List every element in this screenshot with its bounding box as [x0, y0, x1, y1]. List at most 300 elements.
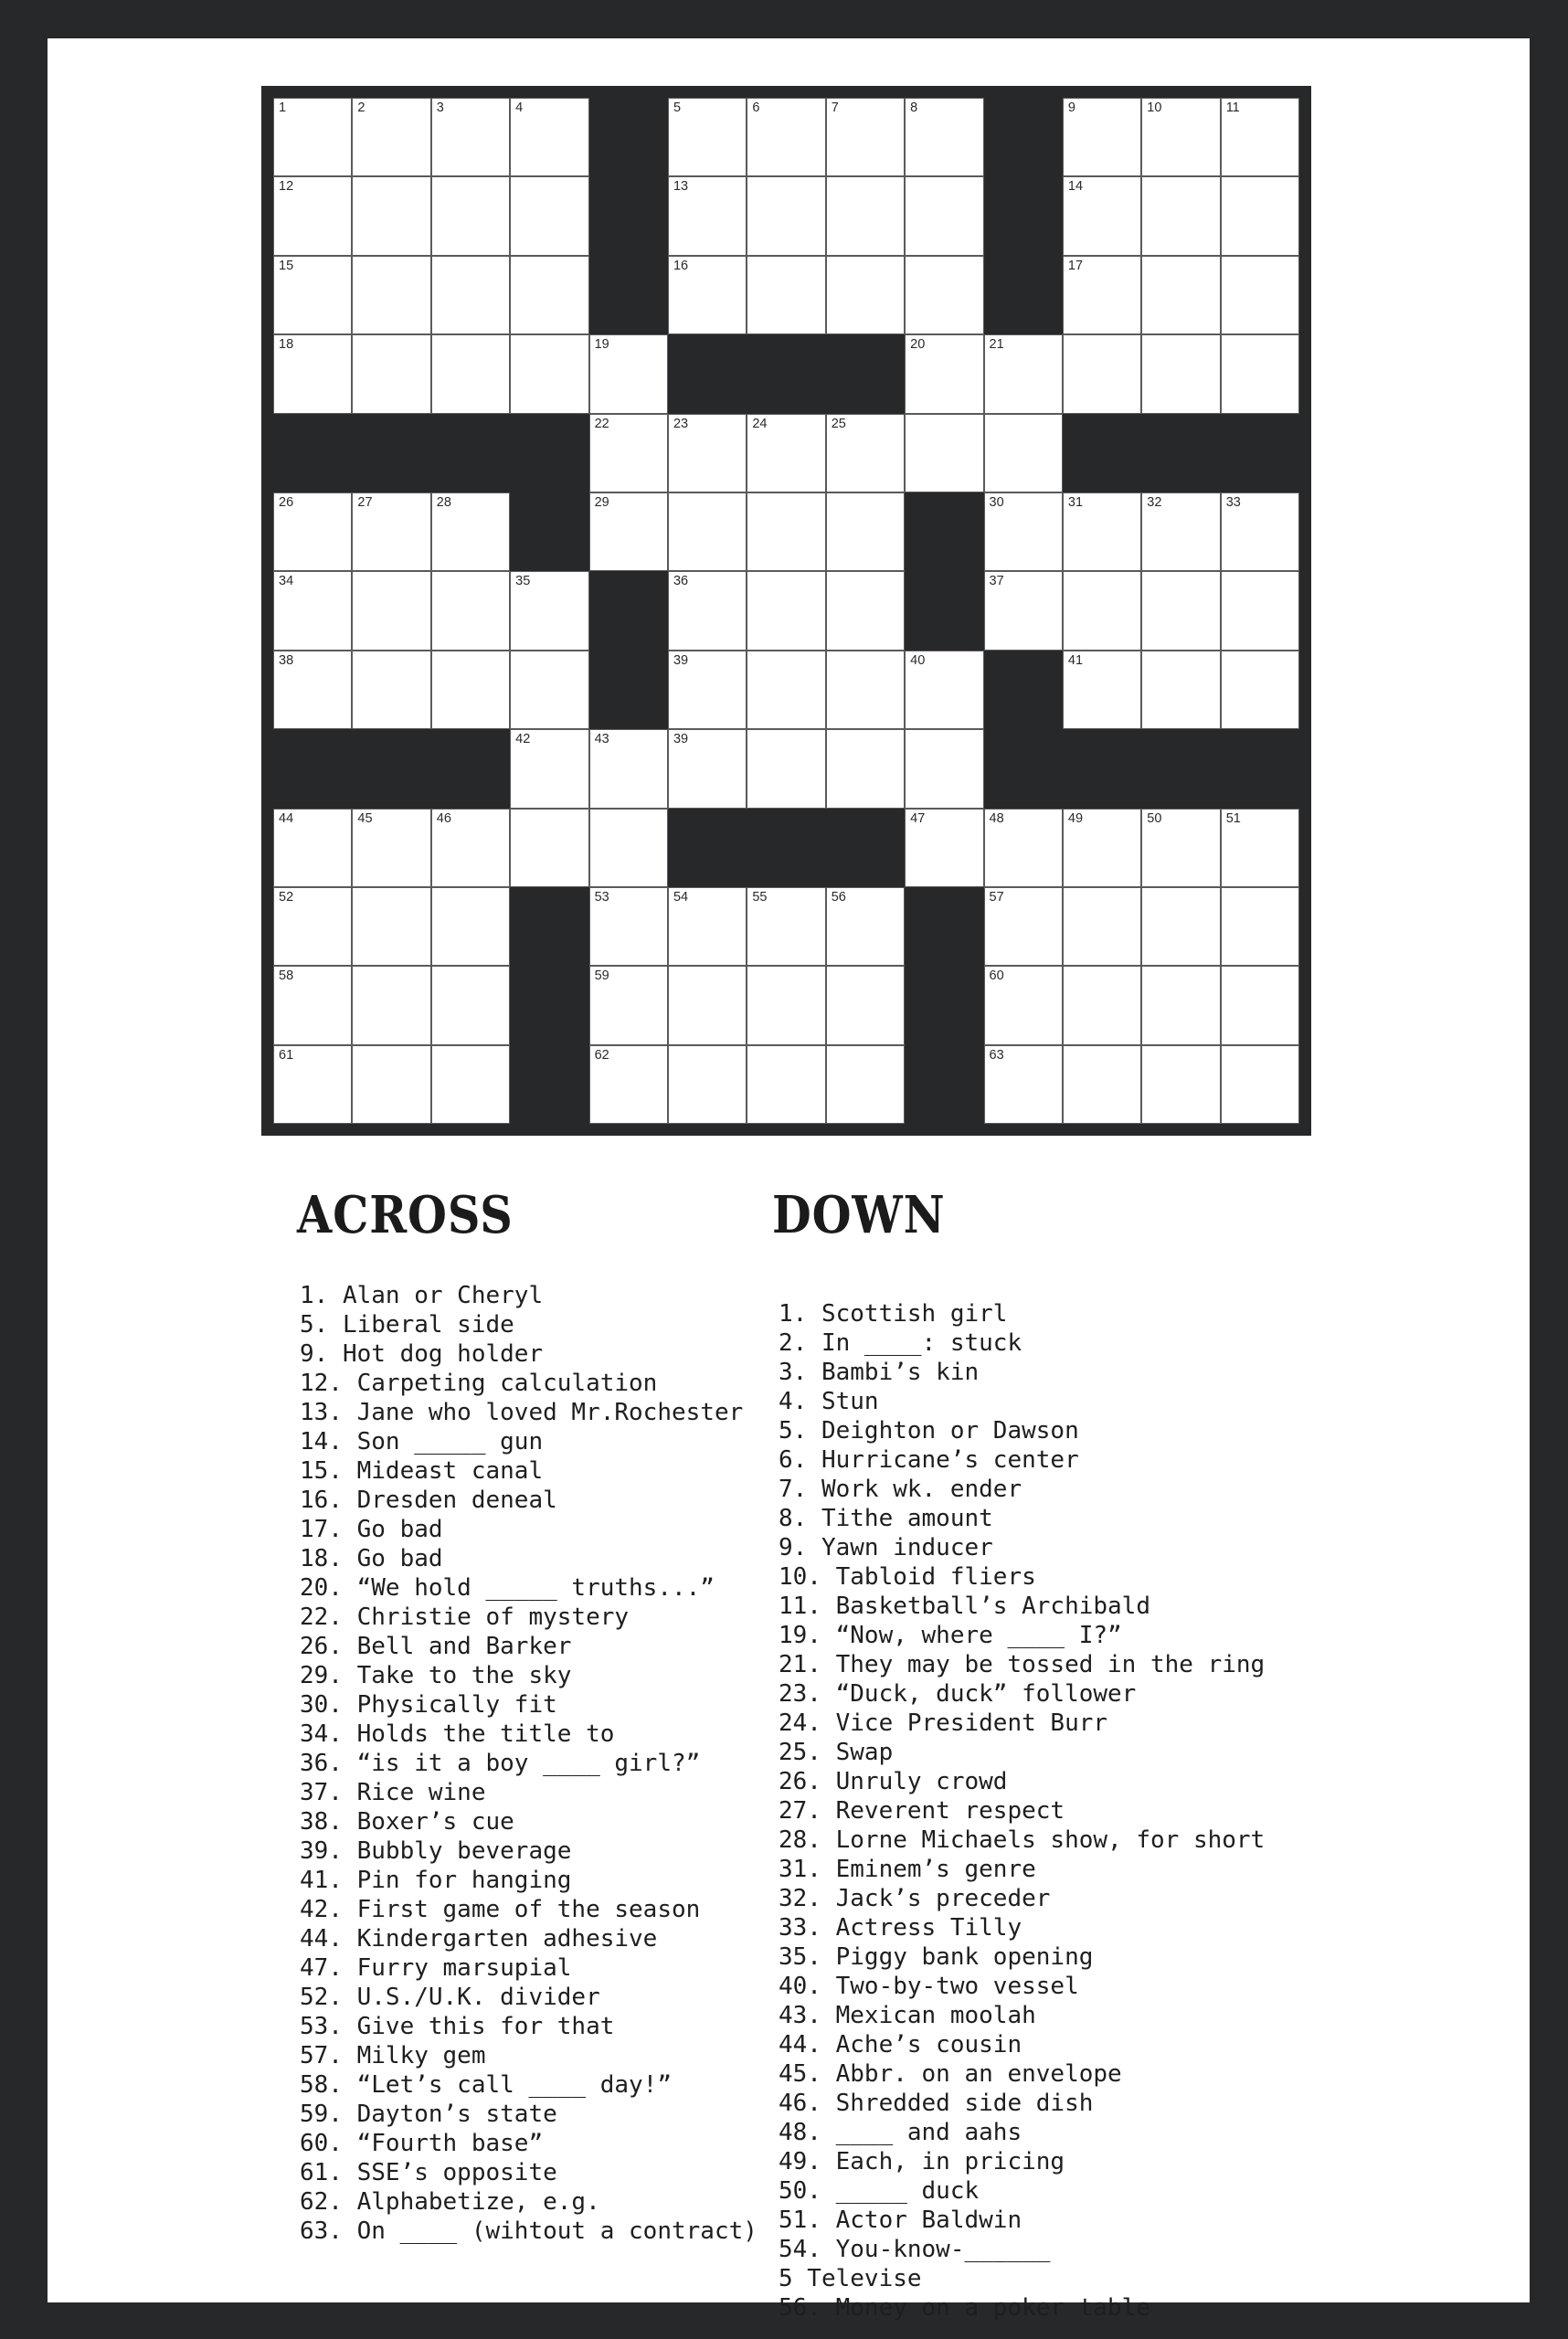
down-clue: 3. Bambi’s kin	[779, 1359, 980, 1386]
down-clue: 8. Tithe amount	[779, 1505, 993, 1532]
down-clue: 50. _____ duck	[779, 2177, 980, 2205]
black-cell	[589, 571, 668, 650]
cell-number: 28	[436, 494, 451, 510]
white-cell[interactable]	[352, 98, 430, 176]
cell-number: 27	[357, 494, 373, 510]
white-cell[interactable]	[747, 1045, 825, 1124]
white-cell[interactable]	[431, 966, 510, 1044]
down-clue: 11. Basketball’s Archibald	[779, 1593, 1150, 1620]
white-cell[interactable]	[1141, 176, 1220, 255]
down-clue: 7. Work wk. ender	[779, 1476, 1022, 1503]
white-cell[interactable]	[1141, 334, 1220, 413]
white-cell[interactable]	[1063, 98, 1141, 176]
white-cell[interactable]	[747, 571, 825, 650]
white-cell[interactable]	[1221, 651, 1299, 729]
across-clue: 5. Liberal side	[300, 1311, 514, 1339]
cell-number: 21	[989, 337, 1004, 353]
cell-number: 22	[594, 416, 609, 431]
black-cell	[905, 887, 983, 966]
white-cell[interactable]	[747, 414, 825, 492]
cell-number: 9	[1067, 101, 1075, 115]
black-cell	[1141, 414, 1220, 492]
white-cell[interactable]	[905, 729, 983, 808]
white-cell[interactable]	[1221, 98, 1299, 176]
cell-number: 50	[1147, 810, 1162, 826]
cell-number: 26	[279, 494, 294, 510]
black-cell	[510, 414, 588, 492]
white-cell[interactable]	[826, 571, 905, 650]
white-cell[interactable]	[905, 414, 983, 492]
white-cell[interactable]	[1221, 256, 1299, 334]
white-cell[interactable]	[984, 887, 1063, 966]
black-cell	[1221, 729, 1299, 808]
white-cell[interactable]	[1141, 809, 1220, 887]
white-cell[interactable]	[1063, 809, 1141, 887]
down-clue-list	[779, 1299, 1265, 2323]
white-cell[interactable]	[1141, 571, 1220, 650]
white-cell[interactable]	[984, 966, 1063, 1044]
black-cell	[431, 729, 510, 808]
across-clue: 17. Go bad	[300, 1516, 443, 1543]
cell-number: 62	[594, 1047, 609, 1063]
white-cell[interactable]	[905, 809, 983, 887]
cell-number: 23	[673, 416, 689, 431]
down-clue: 5. Deighton or Dawson	[779, 1417, 1079, 1445]
white-cell[interactable]	[905, 98, 983, 176]
cell-number: 43	[594, 732, 609, 747]
cell-number: 6	[752, 101, 760, 115]
down-clue: 19. “Now, where ____ I?”	[779, 1622, 1122, 1649]
across-clue: 41. Pin for hanging	[300, 1867, 572, 1894]
white-cell[interactable]	[747, 966, 825, 1044]
cell-number: 25	[831, 416, 846, 431]
down-clue: 32. Jack’s preceder	[779, 1885, 1051, 1912]
down-clue: 51. Actor Baldwin	[779, 2207, 1022, 2234]
white-cell[interactable]	[668, 176, 747, 255]
black-cell	[668, 809, 747, 887]
cell-number: 12	[279, 179, 294, 195]
white-cell[interactable]	[273, 492, 352, 571]
black-cell	[1063, 414, 1141, 492]
cell-number: 13	[673, 179, 689, 195]
white-cell[interactable]	[273, 571, 352, 650]
across-clue: 38. Boxer’s cue	[300, 1808, 514, 1836]
cell-number: 49	[1067, 810, 1084, 826]
white-cell[interactable]	[826, 1045, 905, 1124]
white-cell[interactable]	[431, 256, 510, 334]
white-cell[interactable]	[747, 729, 825, 808]
down-clue: 6. Hurricane’s center	[779, 1446, 1079, 1474]
across-clue: 1. Alan or Cheryl	[300, 1282, 544, 1309]
white-cell[interactable]	[589, 1045, 668, 1124]
white-cell[interactable]	[668, 887, 747, 966]
across-clue: 61. SSE’s opposite	[300, 2159, 557, 2186]
across-clue: 47. Furry marsupial	[300, 1954, 572, 1982]
white-cell[interactable]	[905, 651, 983, 729]
black-cell	[984, 176, 1063, 255]
cell-number: 55	[752, 889, 768, 905]
down-clue: 9. Yawn inducer	[779, 1534, 993, 1561]
down-clue: 25. Swap	[779, 1739, 894, 1766]
cell-number: 8	[910, 101, 918, 115]
white-cell[interactable]	[747, 176, 825, 255]
cell-number: 61	[279, 1047, 294, 1063]
white-cell[interactable]	[984, 571, 1063, 650]
cell-number: 41	[1067, 652, 1084, 668]
white-cell[interactable]	[431, 1045, 510, 1124]
cell-number: 35	[515, 574, 531, 589]
down-clue: 28. Lorne Michaels show, for short	[779, 1826, 1266, 1854]
across-clue: 9. Hot dog holder	[300, 1340, 544, 1368]
white-cell[interactable]	[510, 256, 588, 334]
cell-number: 51	[1225, 810, 1241, 826]
white-cell[interactable]	[826, 414, 905, 492]
cell-number: 47	[910, 810, 926, 826]
white-cell[interactable]	[431, 651, 510, 729]
down-clue: 33. Actress Tilly	[779, 1914, 1022, 1942]
cell-number: 3	[436, 101, 444, 115]
across-clue: 22. Christie of mystery	[300, 1603, 630, 1631]
white-cell[interactable]	[1141, 1045, 1220, 1124]
white-cell[interactable]	[510, 334, 588, 413]
white-cell[interactable]	[826, 176, 905, 255]
white-cell[interactable]	[668, 729, 747, 808]
down-clue: 40. Two-by-two vessel	[779, 1973, 1079, 2000]
black-cell	[905, 966, 983, 1044]
cell-number: 45	[357, 810, 373, 826]
down-clue: 56. Money on a poker table	[779, 2294, 1150, 2322]
down-clue: 24. Vice President Burr	[779, 1709, 1108, 1737]
white-cell[interactable]	[273, 887, 352, 966]
across-clue: 13. Jane who loved Mr.Rochester	[300, 1399, 744, 1426]
white-cell[interactable]	[352, 176, 430, 255]
down-clue: 49. Each, in pricing	[779, 2148, 1065, 2175]
white-cell[interactable]	[747, 256, 825, 334]
crossword-grid	[261, 86, 1311, 1136]
white-cell[interactable]	[589, 729, 668, 808]
white-cell[interactable]	[1063, 176, 1141, 255]
white-cell[interactable]	[668, 492, 747, 571]
across-heading: ACROSS	[297, 1185, 514, 1245]
black-cell	[747, 809, 825, 887]
white-cell[interactable]	[431, 887, 510, 966]
cell-number: 39	[673, 652, 689, 668]
black-cell	[273, 729, 352, 808]
cell-number: 52	[279, 889, 294, 905]
cell-number: 16	[673, 258, 689, 273]
white-cell[interactable]	[1063, 887, 1141, 966]
white-cell[interactable]	[510, 809, 588, 887]
down-clue: 23. “Duck, duck” follower	[779, 1680, 1137, 1708]
across-clue: 59. Dayton’s state	[300, 2101, 557, 2128]
cell-number: 54	[673, 889, 689, 905]
white-cell[interactable]	[668, 966, 747, 1044]
down-clue: 54. You-know-______	[779, 2236, 1051, 2263]
white-cell[interactable]	[984, 809, 1063, 887]
across-clue: 53. Give this for that	[300, 2013, 615, 2040]
cell-number: 5	[673, 101, 682, 115]
cell-number: 2	[357, 101, 366, 115]
white-cell[interactable]	[1221, 966, 1299, 1044]
across-clue: 29. Take to the sky	[300, 1662, 572, 1689]
white-cell[interactable]	[826, 492, 905, 571]
white-cell[interactable]	[1063, 334, 1141, 413]
white-cell[interactable]	[826, 966, 905, 1044]
down-clue: 26. Unruly crowd	[779, 1768, 1008, 1795]
white-cell[interactable]	[1221, 809, 1299, 887]
down-clue: 48. ____ and aahs	[779, 2119, 1022, 2146]
white-cell[interactable]	[352, 651, 430, 729]
white-cell[interactable]	[431, 176, 510, 255]
across-clue: 26. Bell and Barker	[300, 1633, 572, 1660]
cell-number: 30	[989, 494, 1004, 510]
across-clue: 30. Physically fit	[300, 1691, 557, 1719]
cell-number: 53	[594, 889, 609, 905]
cell-number: 1	[279, 101, 287, 115]
black-cell	[984, 651, 1063, 729]
cell-number: 57	[989, 889, 1004, 905]
white-cell[interactable]	[431, 98, 510, 176]
white-cell[interactable]	[668, 98, 747, 176]
cell-number: 31	[1067, 494, 1084, 510]
black-cell	[510, 1045, 588, 1124]
across-clue: 18. Go bad	[300, 1545, 443, 1572]
down-clue: 27. Reverent respect	[779, 1797, 1065, 1825]
across-clue: 34. Holds the title to	[300, 1720, 615, 1748]
across-clue: 44. Kindergarten adhesive	[300, 1925, 658, 1953]
down-clue: 43. Mexican moolah	[779, 2002, 1036, 2029]
black-cell	[826, 809, 905, 887]
white-cell[interactable]	[352, 334, 430, 413]
white-cell[interactable]	[1063, 966, 1141, 1044]
white-cell[interactable]	[510, 571, 588, 650]
white-cell[interactable]	[273, 98, 352, 176]
cell-number: 58	[279, 968, 294, 984]
cell-number: 40	[910, 652, 926, 668]
white-cell[interactable]	[747, 492, 825, 571]
black-cell	[510, 966, 588, 1044]
cell-number: 37	[989, 574, 1004, 589]
white-cell[interactable]	[431, 492, 510, 571]
white-cell[interactable]	[668, 256, 747, 334]
black-cell	[668, 334, 747, 413]
cell-number: 39	[673, 732, 689, 747]
white-cell[interactable]	[352, 966, 430, 1044]
cell-number: 29	[594, 494, 609, 510]
black-cell	[431, 414, 510, 492]
across-clue: 63. On ____ (wihtout a contract)	[300, 2217, 758, 2245]
white-cell[interactable]	[273, 809, 352, 887]
down-clue: 1. Scottish girl	[779, 1300, 1008, 1328]
cell-number: 36	[673, 574, 689, 589]
white-cell[interactable]	[1141, 651, 1220, 729]
across-clue: 62. Alphabetize, e.g.	[300, 2188, 600, 2216]
across-clue: 60. “Fourth base”	[300, 2130, 544, 2157]
white-cell[interactable]	[984, 414, 1063, 492]
white-cell[interactable]	[273, 334, 352, 413]
white-cell[interactable]	[1141, 256, 1220, 334]
white-cell[interactable]	[589, 966, 668, 1044]
white-cell[interactable]	[352, 809, 430, 887]
white-cell[interactable]	[1221, 1045, 1299, 1124]
white-cell[interactable]	[589, 414, 668, 492]
white-cell[interactable]	[589, 887, 668, 966]
cell-number: 48	[989, 810, 1004, 826]
white-cell[interactable]	[826, 98, 905, 176]
across-clue: 36. “is it a boy ____ girl?”	[300, 1750, 701, 1777]
cell-number: 17	[1067, 258, 1084, 273]
white-cell[interactable]	[431, 334, 510, 413]
white-cell[interactable]	[1141, 492, 1220, 571]
down-clue: 46. Shredded side dish	[779, 2090, 1094, 2117]
white-cell[interactable]	[352, 256, 430, 334]
cell-number: 20	[910, 337, 926, 353]
white-cell[interactable]	[510, 729, 588, 808]
down-heading: DOWN	[772, 1185, 946, 1245]
down-clue: 31. Eminem’s genre	[779, 1856, 1036, 1883]
down-clue: 44. Ache’s cousin	[779, 2031, 1022, 2059]
across-clue: 12. Carpeting calculation	[300, 1370, 658, 1397]
white-cell[interactable]	[1063, 651, 1141, 729]
across-clue: 15. Mideast canal	[300, 1457, 544, 1485]
down-clue: 5 Televise	[779, 2265, 922, 2292]
black-cell	[984, 729, 1063, 808]
cell-number: 60	[989, 968, 1004, 984]
cell-number: 63	[989, 1047, 1004, 1063]
white-cell[interactable]	[352, 887, 430, 966]
black-cell	[747, 334, 825, 413]
white-cell[interactable]	[984, 492, 1063, 571]
across-clue: 16. Dresden deneal	[300, 1487, 557, 1514]
cell-number: 44	[279, 810, 294, 826]
black-cell	[352, 414, 430, 492]
white-cell[interactable]	[826, 651, 905, 729]
cell-number: 14	[1067, 179, 1084, 195]
white-cell[interactable]	[1221, 887, 1299, 966]
white-cell[interactable]	[431, 571, 510, 650]
white-cell[interactable]	[984, 1045, 1063, 1124]
white-cell[interactable]	[905, 176, 983, 255]
down-clue: 10. Tabloid fliers	[779, 1563, 1036, 1591]
across-clue-list	[300, 1281, 758, 2246]
white-cell[interactable]	[747, 651, 825, 729]
cell-number: 59	[594, 968, 609, 984]
white-cell[interactable]	[1221, 571, 1299, 650]
white-cell[interactable]	[273, 651, 352, 729]
black-cell	[273, 414, 352, 492]
black-cell	[1063, 729, 1141, 808]
cell-number: 11	[1225, 101, 1240, 115]
black-cell	[589, 651, 668, 729]
white-cell[interactable]	[1141, 887, 1220, 966]
black-cell	[1141, 729, 1220, 808]
white-cell[interactable]	[1221, 492, 1299, 571]
cell-number: 56	[831, 889, 846, 905]
white-cell[interactable]	[510, 176, 588, 255]
white-cell[interactable]	[668, 1045, 747, 1124]
across-clue: 42. First game of the season	[300, 1896, 701, 1923]
white-cell[interactable]	[668, 651, 747, 729]
cell-number: 46	[436, 810, 451, 826]
white-cell[interactable]	[1141, 98, 1220, 176]
black-cell	[589, 98, 668, 176]
cell-number: 15	[279, 258, 294, 273]
black-cell	[589, 256, 668, 334]
white-cell[interactable]	[273, 966, 352, 1044]
down-clue: 35. Piggy bank opening	[779, 1943, 1094, 1971]
white-cell[interactable]	[747, 887, 825, 966]
cell-number: 18	[279, 337, 294, 353]
black-cell	[510, 887, 588, 966]
white-cell[interactable]	[984, 334, 1063, 413]
across-clue: 37. Rice wine	[300, 1779, 486, 1806]
down-clue: 2. In ____: stuck	[779, 1329, 1022, 1357]
black-cell	[589, 176, 668, 255]
across-clue: 57. Milky gem	[300, 2042, 486, 2069]
cell-number: 42	[515, 732, 531, 747]
white-cell[interactable]	[352, 492, 430, 571]
white-cell[interactable]	[1221, 334, 1299, 413]
cell-number: 4	[515, 101, 524, 115]
black-cell	[1221, 414, 1299, 492]
white-cell[interactable]	[273, 256, 352, 334]
black-cell	[984, 98, 1063, 176]
down-clue: 4. Stun	[779, 1388, 879, 1415]
cell-number: 19	[594, 337, 609, 353]
white-cell[interactable]	[352, 1045, 430, 1124]
white-cell[interactable]	[905, 256, 983, 334]
cell-number: 24	[752, 416, 768, 431]
white-cell[interactable]	[1141, 966, 1220, 1044]
white-cell[interactable]	[1063, 256, 1141, 334]
white-cell[interactable]	[273, 176, 352, 255]
across-clue: 14. Son _____ gun	[300, 1428, 544, 1455]
black-cell	[905, 571, 983, 650]
white-cell[interactable]	[589, 492, 668, 571]
white-cell[interactable]	[1221, 176, 1299, 255]
across-clue: 52. U.S./U.K. divider	[300, 1984, 600, 2011]
white-cell[interactable]	[826, 256, 905, 334]
white-cell[interactable]	[510, 98, 588, 176]
cell-number: 7	[831, 101, 839, 115]
white-cell[interactable]	[1063, 1045, 1141, 1124]
white-cell[interactable]	[826, 887, 905, 966]
black-cell	[905, 1045, 983, 1124]
cell-number: 38	[279, 652, 294, 668]
cell-number: 32	[1147, 494, 1162, 510]
across-clue: 39. Bubbly beverage	[300, 1837, 572, 1865]
white-cell[interactable]	[431, 809, 510, 887]
white-cell[interactable]	[352, 571, 430, 650]
white-cell[interactable]	[826, 729, 905, 808]
white-cell[interactable]	[668, 414, 747, 492]
white-cell[interactable]	[1063, 571, 1141, 650]
black-cell	[905, 492, 983, 571]
white-cell[interactable]	[510, 651, 588, 729]
cell-number: 34	[279, 574, 294, 589]
white-cell[interactable]	[1063, 492, 1141, 571]
across-clue: 58. “Let’s call ____ day!”	[300, 2071, 672, 2099]
white-cell[interactable]	[589, 334, 668, 413]
white-cell[interactable]	[668, 571, 747, 650]
down-clue: 21. They may be tossed in the ring	[779, 1651, 1266, 1678]
white-cell[interactable]	[589, 809, 668, 887]
white-cell[interactable]	[273, 1045, 352, 1124]
white-cell[interactable]	[747, 98, 825, 176]
black-cell	[510, 492, 588, 571]
white-cell[interactable]	[905, 334, 983, 413]
across-clue: 20. “We hold _____ truths...”	[300, 1574, 715, 1602]
